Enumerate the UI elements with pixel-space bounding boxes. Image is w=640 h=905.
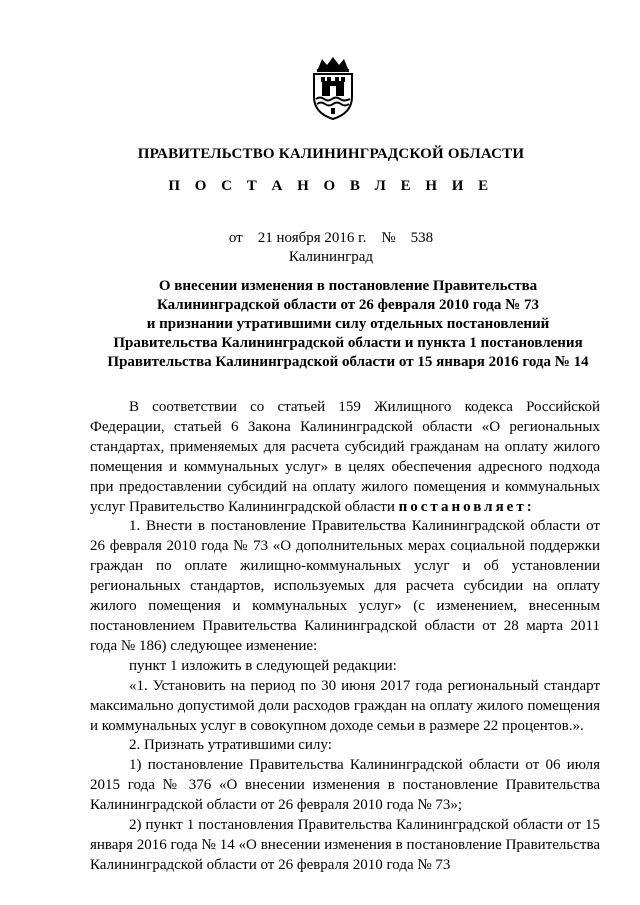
subject-line: Правительства Калининградской области и пункта 1 постановления bbox=[113, 335, 583, 351]
city: Калининград bbox=[288, 249, 374, 265]
document-number: 538 bbox=[410, 230, 434, 246]
decree-word: постановляет: bbox=[398, 498, 535, 515]
item-1-text: «1. Установить на период по 30 июня 2017 года региональный стандарт максимально допустимой доли расходов граждан на оплату жилого помещения и коммунальных услуг в совокупном доходе семьи в размере 22 процентов.». bbox=[90, 677, 600, 734]
subject-line: и признании утратившими силу отдельных постановлений bbox=[146, 316, 550, 332]
document-body bbox=[90, 398, 600, 876]
item-1: 1. Внести в постановление Правительства Калининградской области от 26 февраля 2010 года № 73 «О дополнительных мерах социальной поддержки граждан по оплате жилищно-коммунальных услуг и об установлении региональных стандартов, используемых для расчета субсидии на оплату жилого помещения и коммунальных услуг» (с изменением, внесенным постановлением Правительства Калининградской области от 28 марта 2011 года № 186) следующее изменение: bbox=[90, 518, 600, 654]
subject-line: Калининградской области от 26 февраля 2010 года № 73 bbox=[157, 297, 539, 313]
preamble-text: В соответствии со статьей 159 Жилищного кодекса Российской Федерации, статьей 6 Закона Калининградской области «О региональных стандартах, применяемых для расчета субсидий гражданам на оплату жилого помещения и коммунальных услуг» в целях обеспечения адресного подхода при предоставлении субсидий на оплату жилого помещения и коммунальных услуг Правительство Калининградской области bbox=[90, 399, 600, 515]
document-subject bbox=[88, 277, 608, 372]
item-2-2: 2) пункт 1 постановления Правительства Калининградской области от 15 января 2016 года № 14 «О внесении изменения в постановление Правительства Калининградской области от 26 февраля 2010 года № 73 bbox=[90, 817, 600, 873]
date-prefix: от bbox=[228, 230, 243, 246]
item-2: 2. Признать утратившими силу: bbox=[129, 737, 332, 754]
preamble-paragraph bbox=[90, 398, 600, 517]
item-1-intro: пункт 1 изложить в следующей редакции: bbox=[129, 657, 397, 674]
date-line bbox=[0, 230, 640, 247]
document-date: 21 ноября 2016 г. bbox=[257, 230, 367, 246]
kaliningrad-coat-of-arms-icon bbox=[308, 55, 358, 121]
number-sign: № bbox=[381, 230, 396, 246]
organization-title: ПРАВИТЕЛЬСТВО КАЛИНИНГРАДСКОЙ ОБЛАСТИ bbox=[137, 146, 525, 162]
item-2-1: 1) постановление Правительства Калининградской области от 06 июля 2015 года № 376 «О внесении изменения в постановление Правительства Калининградской области от 26 февраля 2010 года № 73»; bbox=[90, 757, 600, 814]
subject-line: Правительства Калининградской области от 15 января 2016 года № 14 bbox=[107, 354, 589, 370]
document-type: П О С Т А Н О В Л Е Н И Е bbox=[168, 178, 494, 194]
subject-line: О внесении изменения в постановление Правительства bbox=[158, 278, 538, 294]
